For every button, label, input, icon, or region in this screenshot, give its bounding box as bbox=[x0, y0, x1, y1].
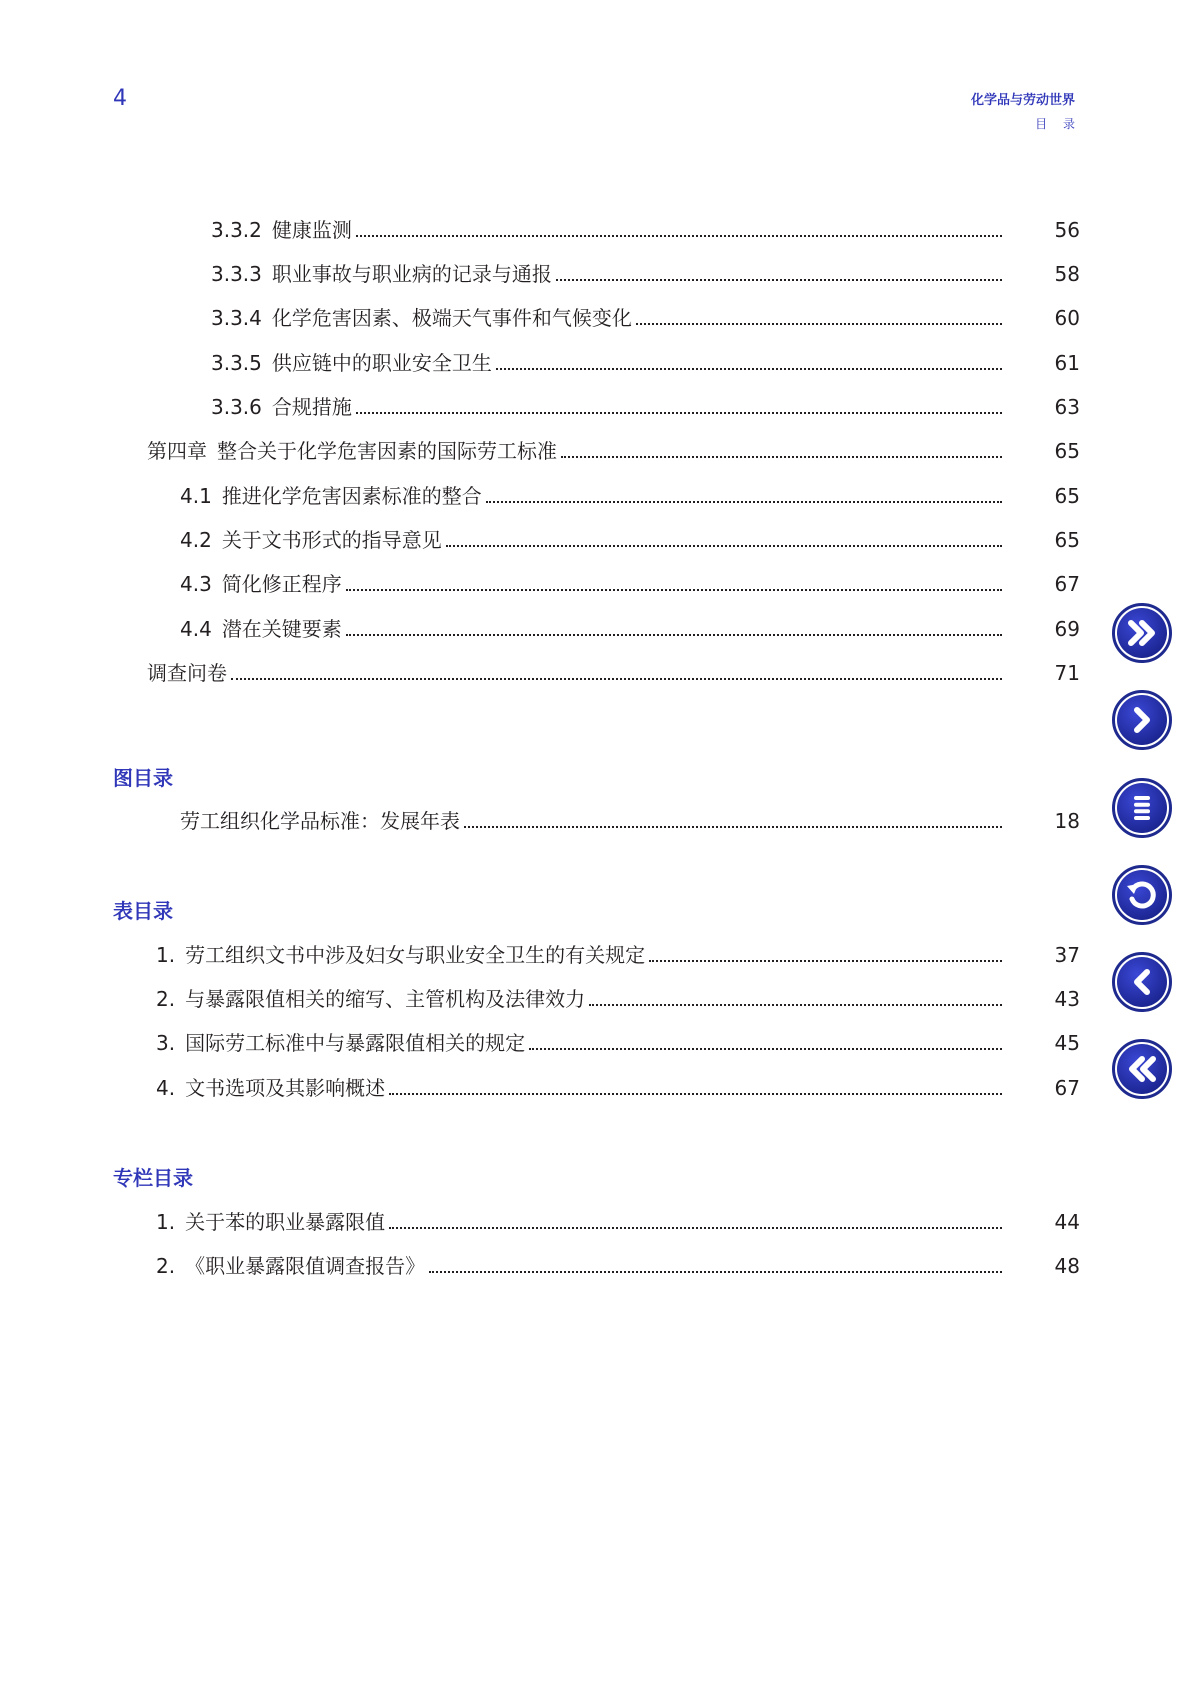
toc-number: 3.3.3 bbox=[211, 262, 262, 286]
toc-page-number: 67 bbox=[1054, 1076, 1080, 1100]
toc-page-number: 65 bbox=[1054, 484, 1080, 508]
toc-leader-dots bbox=[561, 456, 1002, 458]
toc-label: 推进化学危害因素标准的整合 bbox=[221, 484, 482, 508]
boxes-heading: 专栏目录 bbox=[113, 1166, 193, 1190]
previous-page-button[interactable] bbox=[1112, 952, 1172, 1012]
toc-leader-dots bbox=[446, 545, 1002, 547]
toc-leader-dots bbox=[649, 960, 1002, 962]
toc-label: 健康监测 bbox=[271, 218, 352, 242]
toc-label: 劳工组织化学品标准：发展年表 bbox=[180, 809, 460, 833]
last-page-button[interactable] bbox=[1112, 603, 1172, 663]
toc-label: 调查问卷 bbox=[147, 661, 227, 685]
toc-leader-dots bbox=[389, 1093, 1002, 1095]
toc-number: 3.3.4 bbox=[211, 306, 262, 330]
toc-number: 2. bbox=[156, 987, 176, 1011]
go-back-button[interactable] bbox=[1112, 865, 1172, 925]
toc-leader-dots bbox=[356, 235, 1002, 237]
toc-label: 合规措施 bbox=[271, 395, 352, 419]
double-chevron-left-icon bbox=[1124, 1051, 1160, 1087]
toc-label: 潜在关键要素 bbox=[221, 617, 342, 641]
toc-row[interactable] bbox=[0, 614, 1080, 642]
chevron-left-icon bbox=[1124, 964, 1160, 1000]
toc-number: 4.1 bbox=[180, 484, 212, 508]
header-book-title: 化学品与劳动世界 bbox=[970, 93, 1075, 108]
tables-heading: 表目录 bbox=[113, 899, 173, 923]
toc-leader-dots bbox=[346, 589, 1002, 591]
toc-leader-dots bbox=[636, 323, 1002, 325]
toc-page-number: 69 bbox=[1054, 617, 1080, 641]
toc-number: 3.3.5 bbox=[211, 351, 262, 375]
toc-row[interactable] bbox=[0, 658, 1080, 686]
toc-page-number: 18 bbox=[1054, 809, 1080, 833]
toc-number: 4.3 bbox=[180, 572, 212, 596]
toc-label: 与暴露限值相关的缩写、主管机构及法律效力 bbox=[185, 987, 586, 1011]
toc-number: 4. bbox=[156, 1076, 176, 1100]
toc-leader-dots bbox=[486, 501, 1002, 503]
table-row[interactable] bbox=[0, 984, 1080, 1012]
toc-page-number: 71 bbox=[1054, 661, 1080, 685]
figures-heading: 图目录 bbox=[113, 766, 173, 790]
toc-page-number: 65 bbox=[1054, 528, 1080, 552]
toc-leader-dots bbox=[356, 412, 1002, 414]
toc-page-number: 45 bbox=[1054, 1031, 1080, 1055]
toc-leader-dots bbox=[389, 1227, 1002, 1229]
toc-label: 劳工组织文书中涉及妇女与职业安全卫生的有关规定 bbox=[185, 943, 646, 967]
back-return-icon bbox=[1124, 877, 1160, 913]
toc-number: 1. bbox=[156, 943, 176, 967]
next-page-button[interactable] bbox=[1112, 690, 1172, 750]
chevron-right-icon bbox=[1124, 702, 1160, 738]
menu-icon bbox=[1124, 790, 1160, 826]
toc-row[interactable] bbox=[0, 348, 1080, 376]
toc-row[interactable] bbox=[0, 303, 1080, 331]
toc-page-number: 60 bbox=[1054, 306, 1080, 330]
toc-label: 整合关于化学危害因素的国际劳工标准 bbox=[217, 439, 557, 463]
toc-number: 1. bbox=[156, 1210, 176, 1234]
toc-page-number: 43 bbox=[1054, 987, 1080, 1011]
table-row[interactable] bbox=[0, 1028, 1080, 1056]
toc-row[interactable] bbox=[0, 569, 1080, 597]
contents-menu-button[interactable] bbox=[1112, 778, 1172, 838]
toc-number: 4.4 bbox=[180, 617, 212, 641]
toc-label: 关于文书形式的指导意见 bbox=[221, 528, 442, 552]
toc-page-number: 67 bbox=[1054, 572, 1080, 596]
toc-label: 职业事故与职业病的记录与通报 bbox=[271, 262, 552, 286]
toc-number: 3.3.6 bbox=[211, 395, 262, 419]
toc-page-number: 56 bbox=[1054, 218, 1080, 242]
toc-label: 供应链中的职业安全卫生 bbox=[271, 351, 492, 375]
toc-page-number: 63 bbox=[1054, 395, 1080, 419]
toc-leader-dots bbox=[589, 1004, 1002, 1006]
toc-row[interactable] bbox=[0, 392, 1080, 420]
toc-label: 化学危害因素、极端天气事件和气候变化 bbox=[271, 306, 632, 330]
toc-row[interactable] bbox=[0, 215, 1080, 243]
toc-leader-dots bbox=[231, 678, 1002, 680]
box-row[interactable] bbox=[0, 1251, 1080, 1279]
toc-label: 文书选项及其影响概述 bbox=[185, 1076, 386, 1100]
page-number: 4 bbox=[113, 86, 127, 111]
toc-label: 《职业暴露限值调查报告》 bbox=[185, 1254, 426, 1278]
header-section: 目 录 bbox=[1035, 117, 1081, 131]
table-row[interactable] bbox=[0, 1073, 1080, 1101]
toc-number: 3. bbox=[156, 1031, 176, 1055]
toc-row[interactable] bbox=[0, 259, 1080, 287]
first-page-button[interactable] bbox=[1112, 1039, 1172, 1099]
toc-page-number: 58 bbox=[1054, 262, 1080, 286]
toc-row[interactable] bbox=[0, 481, 1080, 509]
figure-row[interactable] bbox=[0, 806, 1080, 834]
toc-label: 关于苯的职业暴露限值 bbox=[185, 1210, 386, 1234]
toc-label: 国际劳工标准中与暴露限值相关的规定 bbox=[185, 1031, 526, 1055]
toc-leader-dots bbox=[464, 826, 1002, 828]
box-row[interactable] bbox=[0, 1207, 1080, 1235]
toc-row[interactable] bbox=[0, 525, 1080, 553]
toc-label: 简化修正程序 bbox=[221, 572, 342, 596]
toc-leader-dots bbox=[429, 1271, 1002, 1273]
toc-number: 4.2 bbox=[180, 528, 212, 552]
toc-row-chapter[interactable] bbox=[0, 436, 1080, 464]
toc-number: 2. bbox=[156, 1254, 176, 1278]
toc-leader-dots bbox=[529, 1048, 1002, 1050]
toc-leader-dots bbox=[346, 634, 1002, 636]
toc-page-number: 61 bbox=[1054, 351, 1080, 375]
toc-number: 第四章 bbox=[147, 439, 207, 463]
double-chevron-right-icon bbox=[1124, 615, 1160, 651]
toc-leader-dots bbox=[496, 368, 1002, 370]
toc-page-number: 65 bbox=[1054, 439, 1080, 463]
table-row[interactable] bbox=[0, 940, 1080, 968]
toc-page-number: 44 bbox=[1054, 1210, 1080, 1234]
toc-number: 3.3.2 bbox=[211, 218, 262, 242]
toc-page-number: 48 bbox=[1054, 1254, 1080, 1278]
toc-leader-dots bbox=[556, 279, 1002, 281]
toc-page-number: 37 bbox=[1054, 943, 1080, 967]
